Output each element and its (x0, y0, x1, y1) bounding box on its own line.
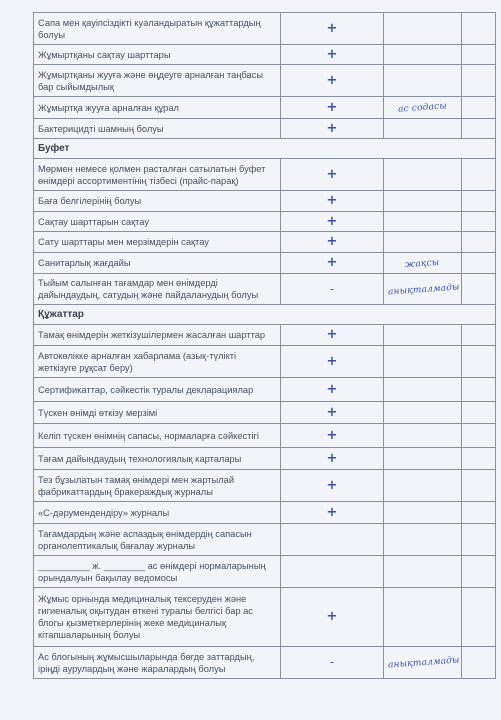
checklist-row (34, 13, 496, 45)
handwritten-mark: + (326, 504, 338, 520)
compliance-mark-cell (281, 556, 384, 588)
checklist-row (34, 470, 496, 502)
empty-cell (462, 65, 496, 97)
empty-cell (462, 378, 496, 402)
requirement-text: Тамақ өнімдерін жеткізушілермен жасалған шарттар (34, 325, 281, 346)
empty-cell (462, 159, 496, 191)
requirement-text: Сату шарттары мен мерзімдерін сақтау (34, 232, 281, 253)
compliance-mark-cell (281, 253, 384, 274)
checklist-row (34, 647, 496, 679)
requirement-text: __________ ж. ________ ас өнімдері нормаларының орындалуын бақылау ведомосы (34, 556, 281, 588)
compliance-mark-cell (281, 647, 384, 679)
handwritten-note-cell (384, 274, 462, 305)
requirement-text: Сертификаттар, сәйкестік туралы декларациялар (34, 378, 281, 402)
checklist-row (34, 232, 496, 253)
requirement-text: Түскен өнімді өткізу мерзімі (34, 402, 281, 424)
handwritten-note-cell (384, 191, 462, 212)
checklist-row (34, 97, 496, 119)
handwritten-note-cell (384, 159, 462, 191)
handwritten-mark: + (326, 166, 338, 182)
inspection-checklist-table (33, 12, 496, 679)
checklist-row (34, 65, 496, 97)
requirement-text: «С-дәрумендендіру» журналы (34, 502, 281, 524)
empty-cell (462, 274, 496, 305)
requirement-text: Ас блогының жұмысшыларында бөгде заттардың, іріңді аурулардың және жаралардың болуы (34, 647, 281, 679)
compliance-mark-cell (281, 97, 384, 119)
requirement-text: Автокөлікке арналған хабарлама (азық-түлікті жеткізуге рұқсат беру) (34, 346, 281, 378)
compliance-mark-cell (281, 191, 384, 212)
compliance-mark-cell (281, 424, 384, 448)
handwritten-note-cell (384, 119, 462, 139)
handwritten-note-cell (384, 402, 462, 424)
handwritten-mark: + (326, 404, 338, 420)
requirement-text: Сапа мен қауіпсіздікті куәландыратын құжаттардың болуы (34, 13, 281, 45)
checklist-row (34, 119, 496, 139)
handwritten-mark: + (326, 477, 338, 493)
handwritten-mark: + (326, 234, 338, 249)
section-header-row (34, 305, 496, 325)
compliance-mark-cell (281, 325, 384, 346)
section-title: Құжаттар (34, 305, 496, 325)
requirement-text: Жұмыс орнында медициналық тексеруден және гигиеналық оқытудан өткені туралы белгісі бар ас блогы қызметкерлерінің жеке медициналық кітапшаларының болуы (34, 588, 281, 647)
checklist-row (34, 45, 496, 65)
handwritten-mark: + (326, 99, 338, 115)
compliance-mark-cell (281, 119, 384, 139)
section-title: Буфет (34, 139, 496, 159)
handwritten-note-cell (384, 346, 462, 378)
empty-cell (462, 470, 496, 502)
handwritten-note-cell (384, 65, 462, 97)
handwritten-note-cell (384, 212, 462, 232)
empty-cell (462, 346, 496, 378)
empty-cell (462, 402, 496, 424)
handwritten-note-cell (384, 502, 462, 524)
checklist-row (34, 448, 496, 470)
empty-cell (462, 647, 496, 679)
compliance-mark-cell (281, 232, 384, 253)
handwritten-note-cell (384, 556, 462, 588)
handwritten-note-cell (384, 45, 462, 65)
section-header-row (34, 139, 496, 159)
compliance-mark-cell (281, 346, 384, 378)
handwritten-note: анықталмады (387, 655, 461, 671)
empty-cell (462, 253, 496, 274)
checklist-row (34, 274, 496, 305)
checklist-row (34, 159, 496, 191)
compliance-mark-cell (281, 470, 384, 502)
handwritten-mark: + (326, 381, 338, 397)
empty-cell (462, 232, 496, 253)
checklist-row (34, 556, 496, 588)
requirement-text: Бактерицидті шамның болуы (34, 119, 281, 139)
empty-cell (462, 97, 496, 119)
handwritten-mark: + (326, 353, 338, 369)
handwritten-mark: + (326, 20, 338, 36)
compliance-mark-cell (281, 378, 384, 402)
checklist-row (34, 253, 496, 274)
handwritten-note-cell (384, 588, 462, 647)
handwritten-mark: + (326, 193, 338, 208)
handwritten-mark: + (326, 72, 338, 88)
requirement-text: Жұмыртқаны жууға және өңдеуге арналған таңбасы бар сыйымдылық (34, 65, 281, 97)
compliance-mark-cell (281, 65, 384, 97)
empty-cell (462, 191, 496, 212)
requirement-text: Тыйым салынған тағамдар мен өнімдерді дайындаудың, сатудың және пайдаланудың болуы (34, 274, 281, 305)
checklist-row (34, 325, 496, 346)
handwritten-note-cell (384, 424, 462, 448)
checklist-row (34, 524, 496, 556)
checklist-row (34, 402, 496, 424)
requirement-text: Баға белгілерінің болуы (34, 191, 281, 212)
compliance-mark-cell (281, 159, 384, 191)
compliance-mark-cell (281, 274, 384, 305)
checklist-row (34, 212, 496, 232)
empty-cell (462, 502, 496, 524)
empty-cell (462, 524, 496, 556)
handwritten-note-cell (384, 13, 462, 45)
compliance-mark-cell (281, 448, 384, 470)
handwritten-note-cell (384, 378, 462, 402)
checklist-row (34, 378, 496, 402)
requirement-text: Жұмыртқаны сақтау шарттары (34, 45, 281, 65)
handwritten-mark: + (326, 255, 338, 270)
handwritten-mark: + (326, 609, 338, 624)
handwritten-note: жақсы (404, 257, 441, 270)
requirement-text: Тағамдардың және аспаздық өнімдердің сапасын органолептикалық бағалау журналы (34, 524, 281, 556)
handwritten-mark: + (326, 46, 338, 62)
requirement-text: Мөрмен немесе қолмен расталған сатылатын буфет өнімдері ассортиментінің тізбесі (прайс-парақ) (34, 159, 281, 191)
empty-cell (462, 212, 496, 232)
empty-cell (462, 45, 496, 65)
handwritten-note-cell (384, 253, 462, 274)
handwritten-note-cell (384, 647, 462, 679)
requirement-text: Санитарлық жағдайы (34, 253, 281, 274)
handwritten-mark: + (326, 213, 338, 229)
requirement-text: Тағам дайындаудың технологиялық карталары (34, 448, 281, 470)
handwritten-note-cell (384, 470, 462, 502)
requirement-text: Келіп түскен өнімнің сапасы, нормаларға сәйкестігі (34, 424, 281, 448)
requirement-text: Сақтау шарттарын сақтау (34, 212, 281, 232)
handwritten-note: ас содасы (397, 101, 448, 115)
handwritten-note-cell (384, 232, 462, 253)
empty-cell (462, 119, 496, 139)
checklist-row (34, 191, 496, 212)
handwritten-note-cell (384, 524, 462, 556)
empty-cell (462, 13, 496, 45)
handwritten-mark: + (326, 120, 338, 136)
handwritten-mark: + (326, 327, 338, 342)
checklist-row (34, 502, 496, 524)
compliance-mark-cell (281, 45, 384, 65)
checklist-row (34, 588, 496, 647)
handwritten-note: анықталмады (387, 282, 461, 297)
compliance-mark-cell (281, 524, 384, 556)
handwritten-mark: - (329, 655, 335, 669)
compliance-mark-cell (281, 588, 384, 647)
checklist-row (34, 424, 496, 448)
compliance-mark-cell (281, 502, 384, 524)
compliance-mark-cell (281, 13, 384, 45)
handwritten-mark: + (326, 450, 338, 466)
requirement-text: Жұмыртқа жууға арналған құрал (34, 97, 281, 119)
handwritten-mark: - (329, 281, 335, 296)
handwritten-note-cell (384, 448, 462, 470)
empty-cell (462, 424, 496, 448)
empty-cell (462, 448, 496, 470)
handwritten-note-cell (384, 325, 462, 346)
compliance-mark-cell (281, 402, 384, 424)
compliance-mark-cell (281, 212, 384, 232)
checklist-body (34, 13, 496, 679)
handwritten-note-cell (384, 97, 462, 119)
handwritten-mark: + (326, 427, 338, 443)
empty-cell (462, 556, 496, 588)
empty-cell (462, 588, 496, 647)
empty-cell (462, 325, 496, 346)
checklist-row (34, 346, 496, 378)
requirement-text: Тез бұзылатын тамақ өнімдері мен жартылай фабрикаттардың бракераждық журналы (34, 470, 281, 502)
